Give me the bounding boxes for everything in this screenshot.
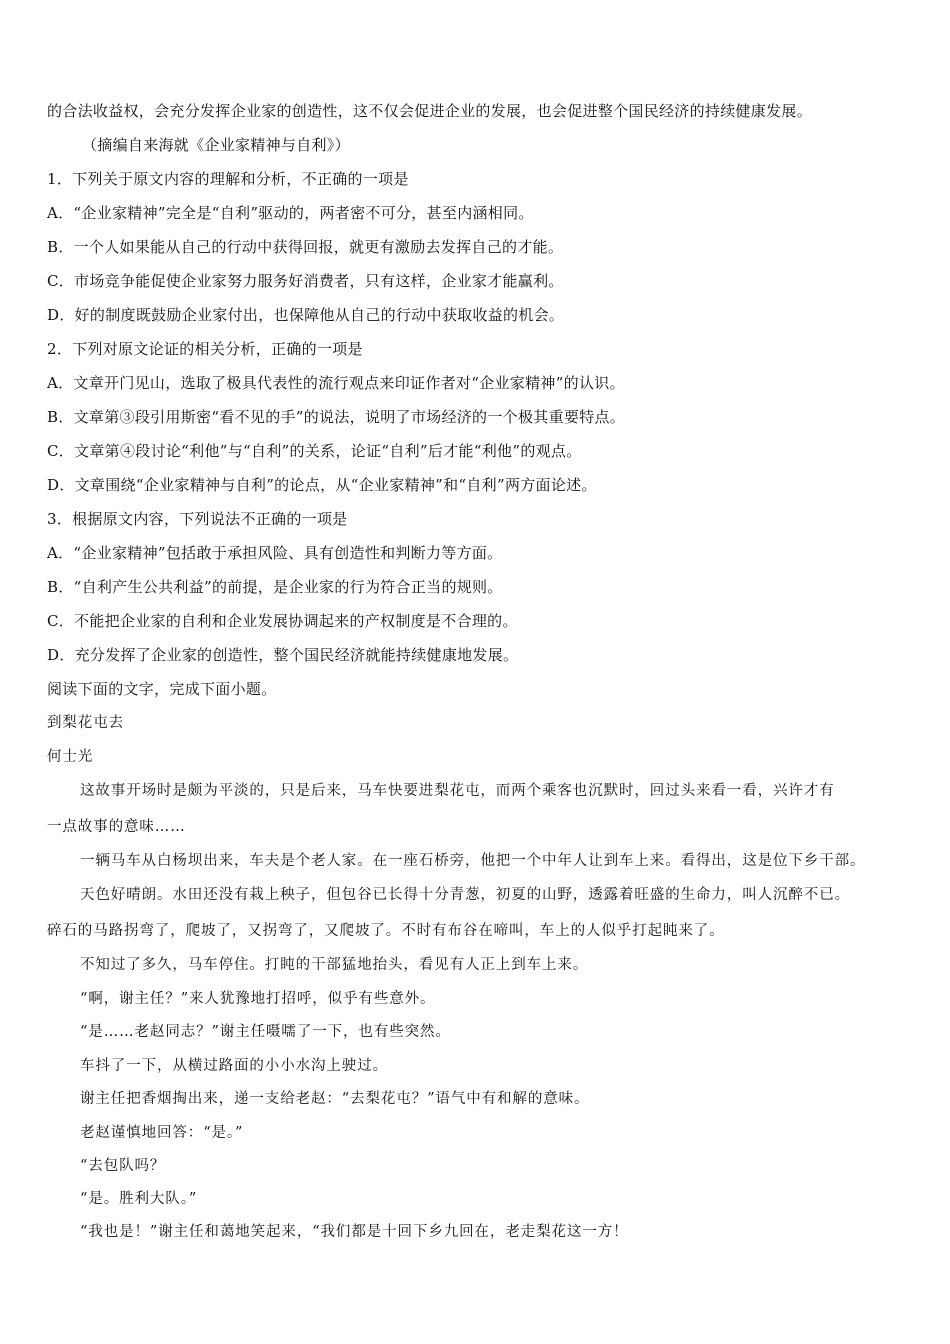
story-paragraph-line: 碎石的马路拐弯了，爬坡了，又拐弯了，又爬坡了。不时有布谷在啼叫，车上的人似乎打起盹来了。 (47, 923, 725, 939)
question-2-option-b: B．文章第③段引用斯密“看不见的手”的说法，说明了市场经济的一个极其重要特点。 (47, 408, 626, 426)
question-2-option-c: C．文章第④段讨论“利他”与“自利”的关系，论证“自利”后才能“利他”的观点。 (47, 442, 582, 460)
question-2-option-a: A．文章开门见山，选取了极具代表性的流行观点来印证作者对“企业家精神”的认识。 (47, 374, 625, 392)
question-3-stem: 3．根据原文内容，下列说法不正确的一项是 (47, 510, 348, 528)
story-paragraph-line: “是。胜利大队。” (80, 1191, 198, 1207)
story-paragraph-line: 车抖了一下，从横过路面的小小水沟上驶过。 (80, 1058, 388, 1074)
story-paragraph-line: “去包队吗？ (80, 1158, 166, 1174)
question-1-option-d: D．好的制度既鼓励企业家付出，也保障他从自己的行动中获取收益的机会。 (47, 306, 565, 324)
question-1-stem: 1．下列关于原文内容的理解和分析，不正确的一项是 (47, 170, 409, 188)
story-paragraph-line: 老赵谨慎地回答：“是。” (80, 1125, 244, 1141)
story-paragraph-line: “啊，谢主任？”来人犹豫地打招呼，似乎有些意外。 (80, 991, 436, 1007)
story-paragraph-line: 天色好晴朗。水田还没有栽上秧子，但包谷已长得十分青葱，初夏的山野，透露着旺盛的生命力，叫人沉醉不已。 (80, 887, 850, 903)
passage-citation: （摘编自来海就《企业家精神与自利》） (82, 136, 350, 154)
story-author: 何士光 (47, 749, 94, 765)
reading-instruction: 阅读下面的文字，完成下面小题。 (47, 680, 277, 698)
question-2-stem: 2．下列对原文论证的相关分析，正确的一项是 (47, 340, 363, 358)
story-paragraph-line: 不知过了多久，马车停住。打盹的干部猛地抬头，看见有人正上到车上来。 (80, 957, 589, 973)
story-paragraph-line: 一辆马车从白杨坝出来，车夫是个老人家。在一座石桥旁，他把一个中年人让到车上来。看得出，这是位下乡干部。 (80, 853, 866, 869)
question-1-option-b: B．一个人如果能从自己的行动中获得回报，就更有激励去发挥自己的才能。 (47, 238, 564, 256)
question-3-option-b: B．“自利产生公共利益”的前提，是企业家的行为符合正当的规则。 (47, 578, 503, 596)
passage-continued-line: 的合法收益权，会充分发挥企业家的创造性，这不仅会促进企业的发展，也会促进整个国民经济的持续健康发展。 (47, 102, 813, 120)
question-3-option-c: C．不能把企业家的自利和企业发展协调起来的产权制度是不合理的。 (47, 612, 518, 630)
story-title: 到梨花屯去 (47, 715, 124, 731)
question-1-option-a: A．“企业家精神”完全是“自利”驱动的，两者密不可分，甚至内涵相同。 (47, 204, 534, 222)
story-paragraph-line: 谢主任把香烟掏出来，递一支给老赵：“去梨花屯？”语气中有和解的意味。 (80, 1091, 590, 1107)
question-3-option-d: D．充分发挥了企业家的创造性，整个国民经济就能持续健康地发展。 (47, 646, 519, 664)
question-1-option-c: C．市场竞争能促使企业家努力服务好消费者，只有这样，企业家才能赢利。 (47, 272, 564, 290)
question-2-option-d: D．文章围绕“企业家精神与自利”的论点，从“企业家精神”和“自利”两方面论述。 (47, 476, 597, 494)
question-3-option-a: A．“企业家精神”包括敢于承担风险、具有创造性和判断力等方面。 (47, 544, 503, 562)
story-paragraph-line: “是……老赵同志？”谢主任嗫嚅了一下，也有些突然。 (80, 1024, 451, 1040)
story-paragraph-line: 这故事开场时是颇为平淡的，只是后来，马车快要进梨花屯，而两个乘客也沉默时，回过头来看一看，兴许才有 (80, 783, 835, 799)
story-paragraph-line: 一点故事的意味…… (47, 819, 186, 835)
story-paragraph-line: “我也是！”谢主任和蔼地笑起来，“我们都是十回下乡九回在，老走梨花这一方！ (80, 1224, 629, 1240)
